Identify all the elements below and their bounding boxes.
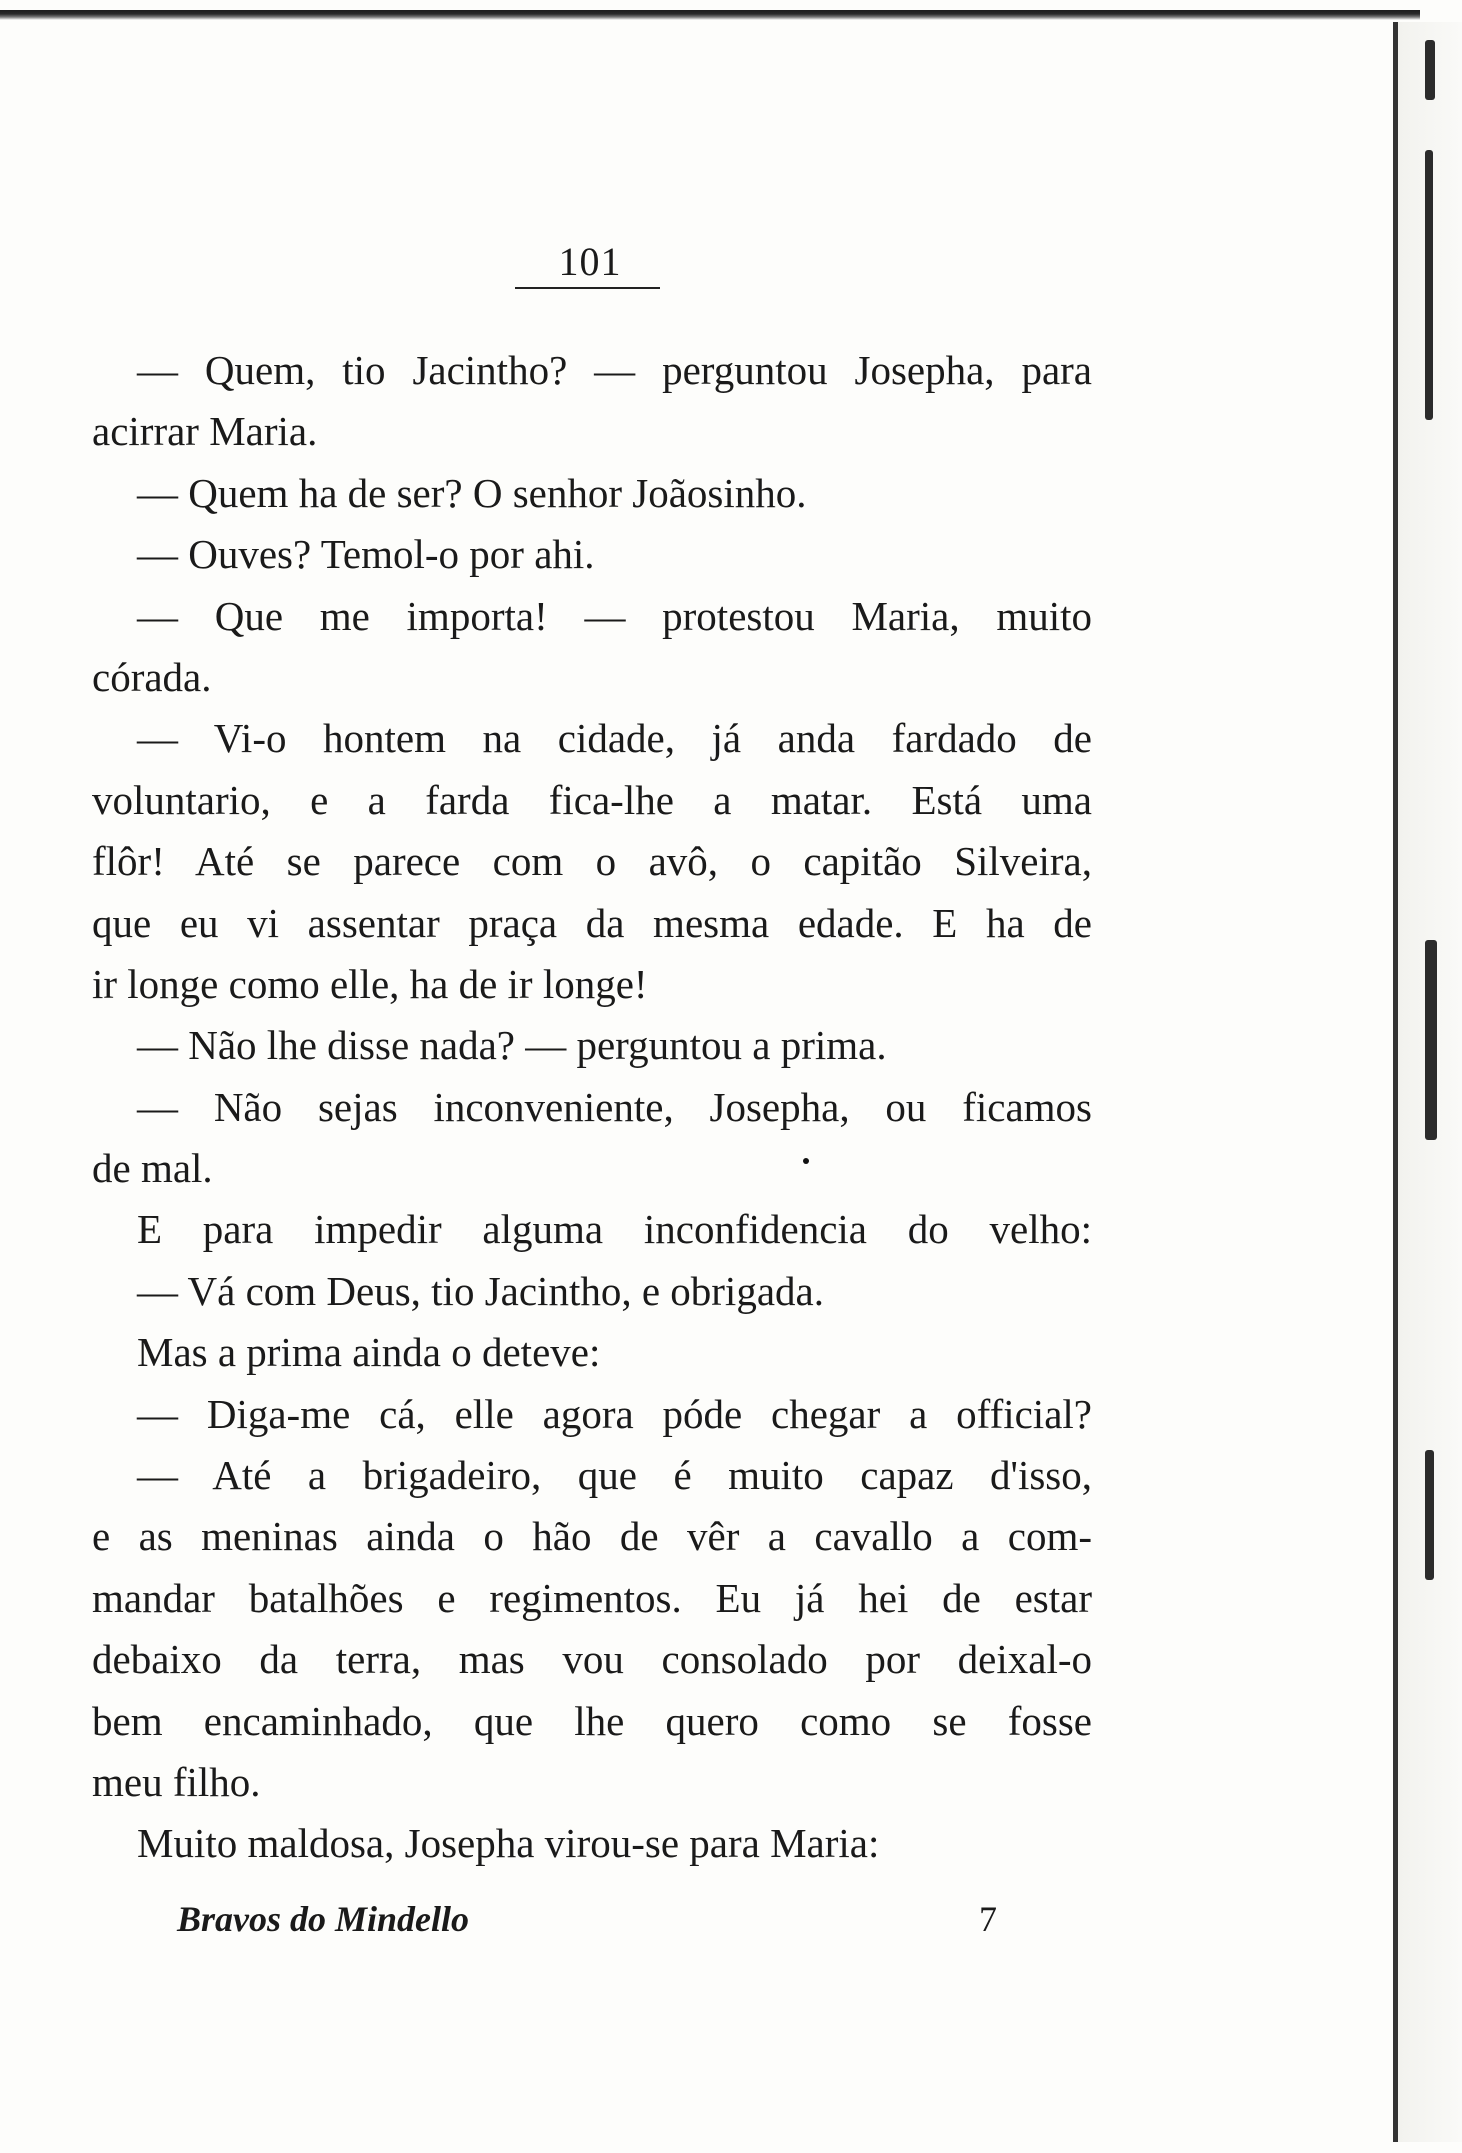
text-line: debaixo da terra, mas vou consolado por deixal-o bbox=[92, 1636, 1092, 1683]
text-line: ir longe como elle, ha de ir longe! bbox=[92, 960, 648, 1007]
ink-speck bbox=[803, 1158, 809, 1164]
text-line: mandar batalhões e regimentos. Eu já hei de estar bbox=[92, 1574, 1092, 1621]
book-title: Bravos do Mindello bbox=[177, 1899, 470, 1939]
text-line: — Até a brigadeiro, que é muito capaz d'isso, bbox=[137, 1452, 1092, 1499]
text-line: Mas a prima ainda o deteve: bbox=[137, 1329, 601, 1376]
header-rule bbox=[515, 287, 660, 289]
text-line: — Não lhe disse nada? — perguntou a prima. bbox=[137, 1022, 887, 1069]
text-line: voluntario, e a farda fica-lhe a matar. Está uma bbox=[92, 776, 1092, 823]
text-line: bem encaminhado, que lhe quero como se fosse bbox=[92, 1697, 1092, 1744]
text-line: e as meninas ainda o hão de vêr a cavallo a com- bbox=[92, 1513, 1092, 1560]
text-line: — Diga-me cá, elle agora póde chegar a official? bbox=[137, 1390, 1092, 1437]
text-line: Muito maldosa, Josepha virou-se para Maria: bbox=[137, 1820, 880, 1867]
text-line: — Vi-o hontem na cidade, já anda fardado de bbox=[137, 715, 1092, 762]
text-line: flôr! Até se parece com o avô, o capitão Silveira, bbox=[92, 838, 1092, 885]
text-line: acirrar Maria. bbox=[92, 408, 318, 455]
text-line: — Ouves? Temol-o por ahi. bbox=[137, 531, 595, 578]
text-line: que eu vi assentar praça da mesma edade. E ha de bbox=[92, 899, 1092, 946]
text-line: — Vá com Deus, tio Jacintho, e obrigada. bbox=[137, 1267, 824, 1314]
signature-mark: 7 bbox=[979, 1899, 997, 1939]
page-footer bbox=[177, 1898, 997, 1948]
text-line: meu filho. bbox=[92, 1758, 261, 1805]
text-line: E para impedir alguma inconfidencia do velho: bbox=[137, 1206, 1092, 1253]
text-line: córada. bbox=[92, 653, 212, 700]
binding-mark bbox=[1425, 150, 1433, 420]
text-line: — Não sejas inconveniente, Josepha, ou ficamos bbox=[137, 1083, 1092, 1130]
text-line: — Quem ha de ser? O senhor Joãosinho. bbox=[137, 469, 807, 516]
body-text bbox=[92, 340, 1092, 1875]
scan-top-edge bbox=[0, 10, 1420, 20]
binding-mark bbox=[1425, 1450, 1434, 1580]
binding-mark bbox=[1425, 40, 1435, 100]
page-number: 101 bbox=[558, 239, 622, 284]
text-line: de mal. bbox=[92, 1145, 213, 1192]
text-line: — Que me importa! — protestou Maria, muito bbox=[137, 592, 1092, 639]
binding-mark bbox=[1425, 940, 1437, 1140]
text-line: — Quem, tio Jacintho? — perguntou Josepha, para bbox=[137, 347, 1092, 393]
